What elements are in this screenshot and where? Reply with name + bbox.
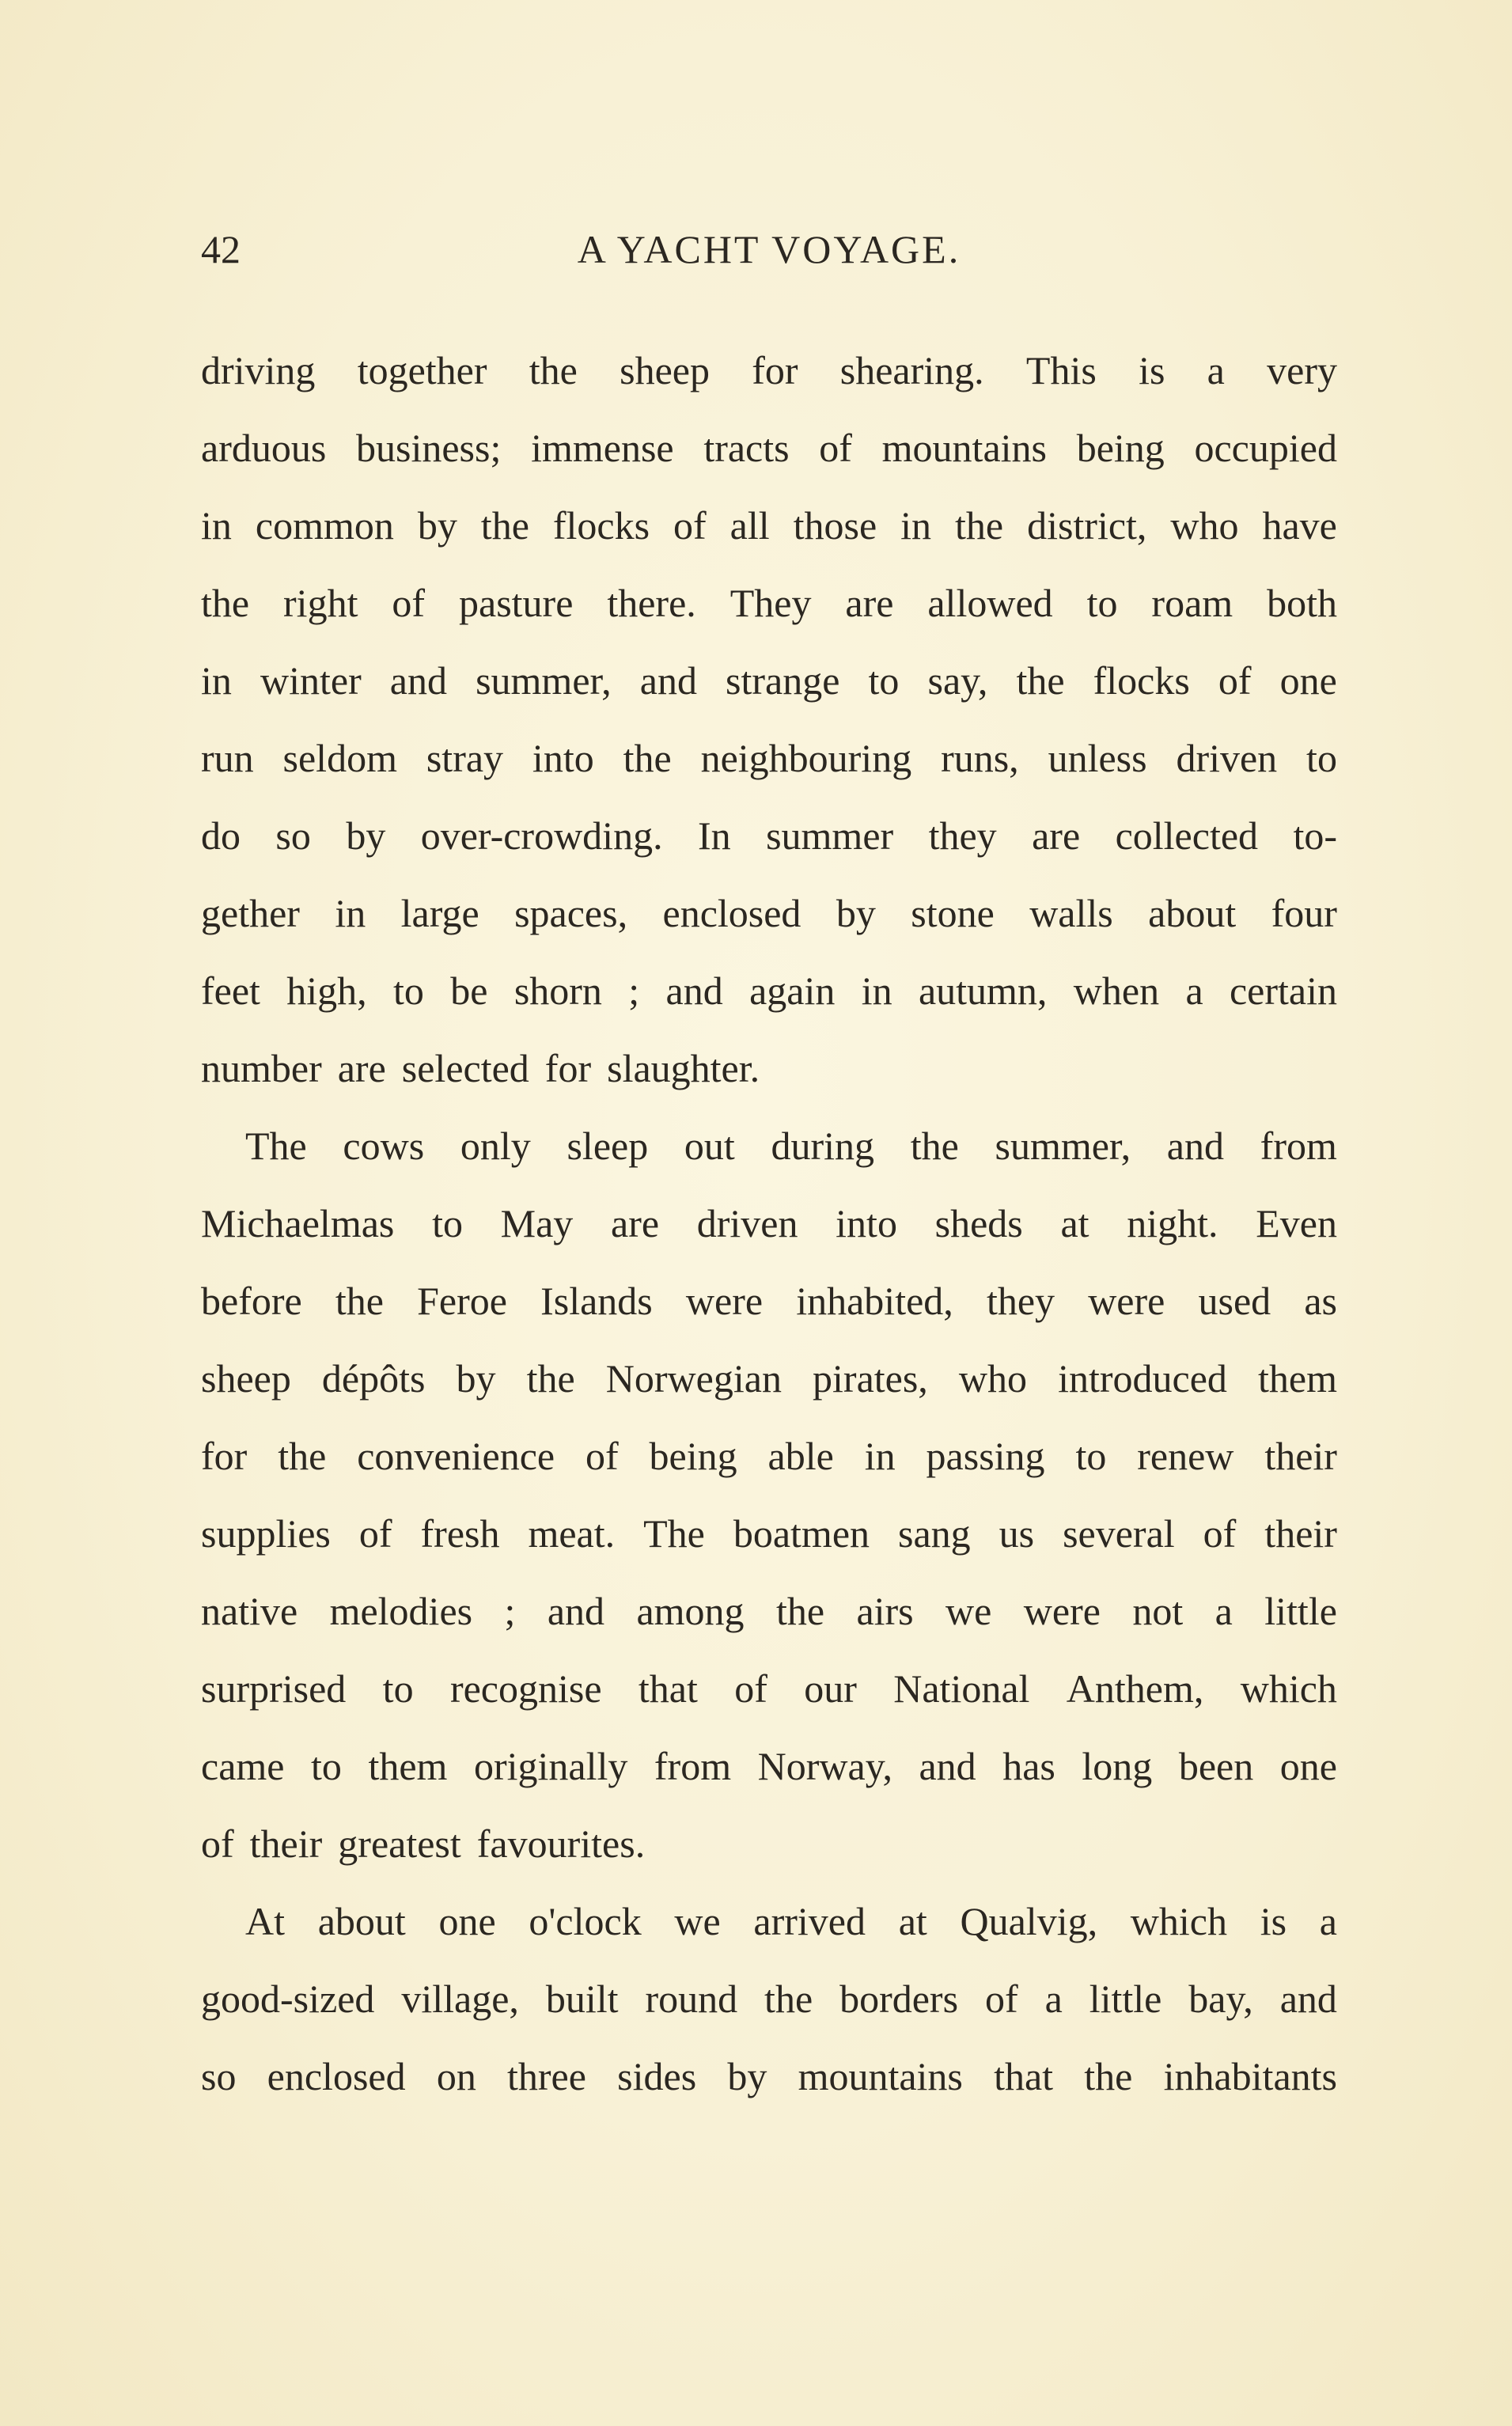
text-line: before the Feroe Islands were inhabited, they were used as (201, 1279, 1337, 1323)
text-line: in common by the flocks of all those in the district, who have (201, 503, 1337, 548)
text-line: number are selected for slaughter. (201, 1046, 760, 1090)
text-line: surprised to recognise that of our National Anthem, which (201, 1666, 1337, 1711)
text-line: for the convenience of being able in passing to renew their (201, 1434, 1337, 1478)
running-title: A YACHT VOYAGE. (577, 227, 961, 271)
body-text (201, 343, 1337, 2126)
text-line: gether in large spaces, enclosed by stone walls about four (201, 891, 1337, 935)
text-line: The cows only sleep out during the summer, and from (245, 1124, 1337, 1168)
text-line: do so by over-crowding. In summer they are collected to- (201, 813, 1337, 858)
page-number: 42 (201, 227, 241, 271)
text-line: driving together the sheep for shearing. This is a very (201, 348, 1337, 392)
text-line: in winter and summer, and strange to say, the flocks of one (201, 658, 1337, 703)
text-line: good-sized village, built round the borders of a little bay, and (201, 1977, 1337, 2021)
running-head (201, 222, 1337, 277)
text-line: so enclosed on three sides by mountains that the inhabitants (201, 2054, 1337, 2098)
text-line: feet high, to be shorn ; and again in autumn, when a certain (201, 969, 1337, 1013)
text-line: supplies of fresh meat. The boatmen sang us several of their (201, 1511, 1337, 1556)
text-line: the right of pasture there. They are allowed to roam both (201, 581, 1337, 625)
text-line: Michaelmas to May are driven into sheds at night. Even (201, 1201, 1337, 1245)
text-line: of their greatest favourites. (201, 1821, 646, 1866)
text-line: sheep dépôts by the Norwegian pirates, who introduced them (201, 1356, 1337, 1401)
text-line: came to them originally from Norway, and has long been one (201, 1744, 1337, 1788)
text-line: run seldom stray into the neighbouring runs, unless driven to (201, 736, 1337, 780)
text-line: At about one o'clock we arrived at Qualvig, which is a (245, 1899, 1337, 1943)
text-line: native melodies ; and among the airs we were not a little (201, 1589, 1337, 1633)
text-line: arduous business; immense tracts of mountains being occupied (201, 426, 1337, 470)
